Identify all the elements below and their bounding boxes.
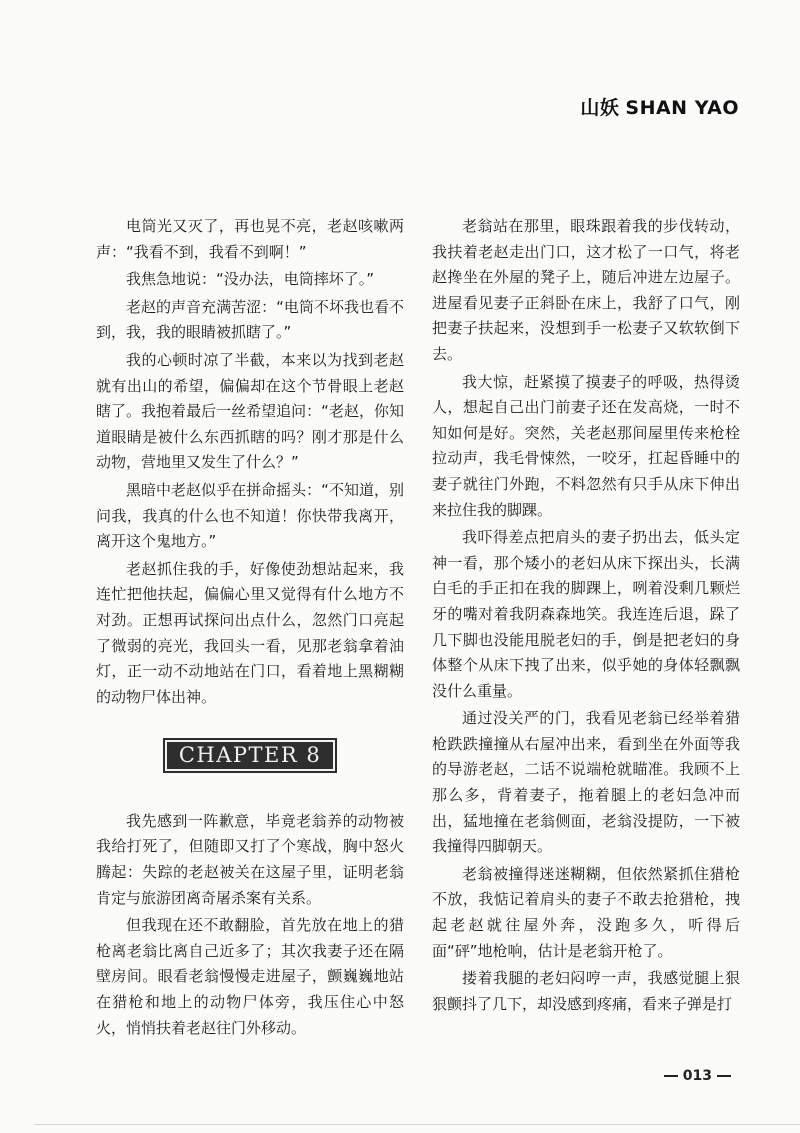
chapter-heading: CHAPTER 8	[163, 738, 337, 773]
page-number	[659, 1068, 736, 1084]
paragraph: 老赵的声音充满苦涩：“电筒不坏我也看不到，我，我的眼睛被抓瞎了。”	[96, 297, 404, 342]
paragraph: 我的心顿时凉了半截，本来以为找到老赵就有出山的希望，偏偏却在这个节骨眼上老赵瞎了。我抱着最后一丝希望追问：“老赵，你知道眼睛是被什么东西抓瞎的吗？刚才那是什么动物，营地里又发生了什么？”	[96, 350, 404, 472]
paragraph: 老翁站在那里，眼珠跟着我的步伐转动，我扶着老赵走出门口，这才松了一口气，将老赵搀坐在外屋的凳子上，随后冲进左边屋子。进屋看见妻子正斜卧在床上，我舒了口气，刚把妻子扶起来，没想到手一松妻子又软软倒下去。	[432, 217, 740, 363]
paragraph: 但我现在还不敢翻脸，首先放在地上的猎枪离老翁比离自己近多了；其次我妻子还在隔壁房间。眼看老翁慢慢走进屋子，颤巍巍地站在猎枪和地上的动物尸体旁，我压住心中怒火，悄悄扶着老赵往门外移动。	[96, 916, 404, 1037]
header-title-cn: 山妖	[580, 97, 620, 119]
dash-right	[717, 1075, 731, 1077]
right-column	[432, 214, 740, 1019]
header-title-en: SHAN YAO	[625, 97, 739, 119]
paragraph: 老翁被撞得迷迷糊糊，但依然紧抓住猎枪不放，我惦记着肩头的妻子不敢去抢猎枪，拽起老赵就往屋外奔，没跑多久，听得后面“砰”地枪响，估计是老翁开枪了。	[432, 864, 740, 960]
bottom-rule	[34, 1124, 800, 1125]
paragraph: 我先感到一阵歉意，毕竟老翁养的动物被我给打死了，但随即又打了个寒战，胸中怒火腾起：失踪的老赵被关在这屋子里，证明老翁肯定与旅游团离奇屠杀案有关系。	[96, 811, 404, 907]
paragraph: 通过没关严的门，我看见老翁已经举着猎枪跌跌撞撞从右屋冲出来，看到坐在外面等我的导游老赵，二话不说端枪就瞄准。我顾不上那么多，背着妻子，拖着腿上的老妇急冲而出，猛地撞在老翁侧面，老翁没提防，一下被我撞得四脚朝天。	[432, 709, 740, 856]
paragraph: 我大惊，赶紧摸了摸妻子的呼吸，热得烫人，想起自己出门前妻子还在发高烧，一时不知如何是好。突然，关老赵那间屋里传来枪栓拉动声，我毛骨悚然，一咬牙，扛起昏睡中的妻子就往门外跑，不料忽然有只手从床下伸出来拉住我的脚踝。	[432, 372, 740, 519]
paragraph: 搂着我腿的老妇闷哼一声，我感觉腿上狠狠颤抖了几下，却没感到疼痛，看来子弹是打	[432, 969, 740, 1013]
paragraph: 我焦急地说：“没办法，电筒摔坏了。”	[126, 270, 375, 289]
paragraph: 电筒光又灭了，再也晃不亮，老赵咳嗽两声：“我看不到，我看不到啊！”	[96, 217, 404, 261]
paragraph: 老赵抓住我的手，好像使劲想站起来，我连忙把他扶起，偏偏心里又觉得有什么地方不对劲。正想再试探问出点什么，忽然门口亮起了微弱的亮光，我回头一看，见那老翁拿着油灯，正一动不动地站在门口，看着地上黑糊糊的动物尸体出神。	[96, 559, 404, 706]
paragraph: 黑暗中老赵似乎在拼命摇头：“不知道，别问我，我真的什么也不知道！你快带我离开，离开这个鬼地方。”	[96, 480, 404, 551]
paragraph: 我吓得差点把肩头的妻子扔出去，低头定神一看，那个矮小的老妇从床下探出头，长满白毛的手正扣在我的脚踝上，咧着没剩几颗烂牙的嘴对着我阴森森地笑。我连连后退，跺了几下脚也没能甩脱老妇的手，倒是把老妇的身体整个从床下拽了出来，似乎她的身体轻飘飘没什么重量。	[432, 528, 740, 700]
chapter-heading-wrap	[96, 738, 404, 773]
page-number-text: 013	[682, 1068, 712, 1084]
left-column	[96, 214, 404, 1043]
dash-left	[664, 1075, 678, 1077]
running-header	[580, 93, 739, 120]
